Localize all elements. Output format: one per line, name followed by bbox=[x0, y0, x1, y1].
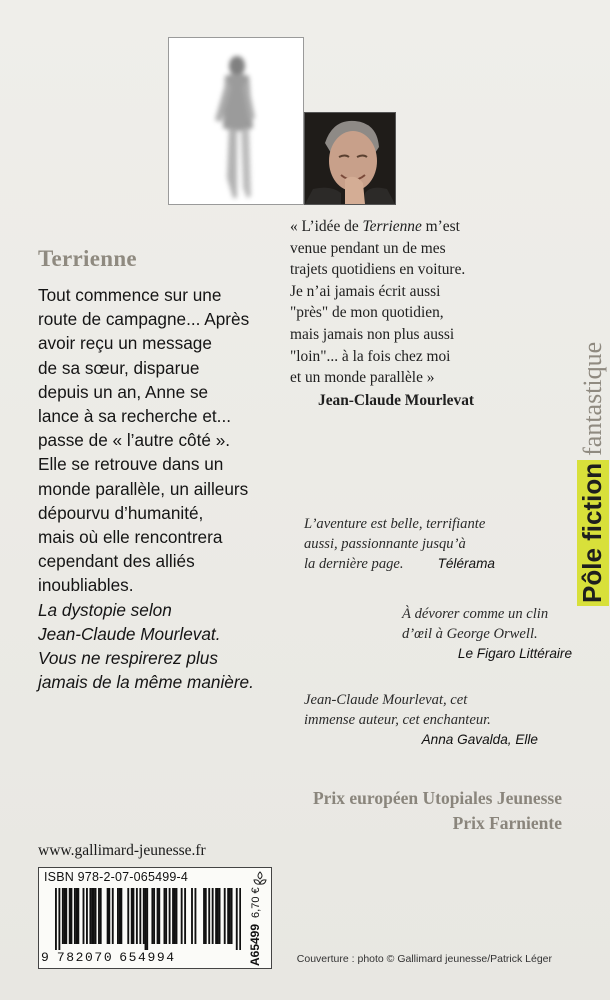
quote-rest: m’est bbox=[421, 218, 460, 235]
review-line: d’œil à George Orwell. bbox=[402, 626, 538, 642]
collection-name: Pôle fiction bbox=[577, 460, 609, 606]
barcode-bar bbox=[93, 888, 95, 944]
summary-line: de sa sœur, disparue bbox=[38, 357, 200, 378]
quote-line: trajets quotidiens en voiture. bbox=[290, 261, 466, 279]
barcode-bar bbox=[69, 888, 71, 944]
summary-line: Tout commence sur une bbox=[38, 285, 222, 305]
product-code-text bbox=[248, 887, 262, 966]
barcode-bar bbox=[112, 888, 114, 944]
summary-line: Elle se retrouve dans un bbox=[38, 454, 224, 475]
barcode-bar bbox=[229, 888, 231, 944]
review-line: aussi, passionnante jusqu’à bbox=[304, 536, 466, 552]
barcode-bar bbox=[133, 888, 135, 944]
barcode-panel bbox=[38, 867, 272, 969]
barcode-bar bbox=[174, 888, 176, 944]
tagline-line: jamais de la même manière. bbox=[38, 672, 254, 693]
barcode-bar bbox=[145, 888, 147, 950]
barcode-bar bbox=[117, 888, 119, 944]
barcode-bar bbox=[127, 888, 129, 944]
author-photo bbox=[304, 112, 396, 205]
summary-line: route de campagne... Après bbox=[38, 309, 250, 330]
collection-genre: fantastique bbox=[578, 341, 607, 456]
figure-photo bbox=[168, 37, 304, 205]
barcode-bar bbox=[58, 888, 60, 950]
barcode-bar bbox=[107, 888, 109, 944]
blurred-figure-image bbox=[169, 38, 303, 204]
barcode-bar bbox=[95, 888, 97, 944]
barcode-bar bbox=[205, 888, 207, 944]
quote-open: « L’idée de bbox=[290, 218, 363, 235]
barcode-bar bbox=[71, 888, 73, 944]
summary-line: dépourvu d’humanité, bbox=[38, 502, 204, 523]
barcode-bar bbox=[131, 888, 133, 944]
barcode-bar bbox=[143, 888, 145, 944]
barcode-bar bbox=[55, 888, 57, 950]
barcode-bar bbox=[98, 888, 100, 944]
catalog-code: A65499 bbox=[248, 923, 262, 966]
barcode-bar bbox=[119, 888, 121, 944]
tagline-line: Jean-Claude Mourlevat. bbox=[38, 623, 221, 644]
barcode-bar bbox=[184, 888, 186, 944]
quote-first-line bbox=[290, 216, 558, 238]
barcode-bars bbox=[55, 888, 241, 950]
barcode-bar bbox=[181, 888, 183, 944]
barcode-bar bbox=[64, 888, 66, 944]
barcode-bar bbox=[164, 888, 166, 944]
author-quote bbox=[290, 216, 558, 411]
barcode-bar bbox=[227, 888, 229, 944]
review-source: Anna Gavalda, Elle bbox=[421, 732, 538, 747]
prize-item: Prix Farniente bbox=[452, 813, 562, 833]
barcode-right-digits: 654994 bbox=[119, 950, 176, 965]
book-summary bbox=[38, 283, 298, 694]
barcode-bar bbox=[231, 888, 233, 944]
barcode-bar bbox=[212, 888, 214, 944]
review-source: Télérama bbox=[437, 556, 495, 571]
summary-line: cependant des alliés bbox=[38, 551, 195, 572]
barcode-bar bbox=[165, 888, 167, 944]
barcode-bar bbox=[172, 888, 174, 944]
author-portrait-image bbox=[305, 113, 395, 204]
barcode-bar bbox=[139, 888, 141, 944]
barcode-bar bbox=[62, 888, 64, 944]
barcode-bar bbox=[236, 888, 238, 950]
quote-line: et un monde parallèle » bbox=[290, 369, 435, 387]
barcode-bar bbox=[153, 888, 155, 944]
collection-label-text bbox=[577, 342, 608, 606]
quote-line: mais jamais non plus aussi bbox=[290, 325, 455, 343]
barcode-bar bbox=[151, 888, 153, 944]
barcode-bar bbox=[208, 888, 210, 944]
barcode-bar bbox=[120, 888, 122, 944]
review-figaro bbox=[402, 604, 572, 664]
barcode-bar bbox=[83, 888, 85, 944]
barcode-bar bbox=[146, 888, 148, 950]
barcode-bar bbox=[176, 888, 178, 944]
barcode-bar bbox=[89, 888, 91, 944]
barcode-left-digits: 782070 bbox=[56, 950, 114, 965]
quote-line: "loin"... à la fois chez moi bbox=[290, 347, 451, 365]
barcode-bar bbox=[191, 888, 193, 944]
publisher-website: www.gallimard-jeunesse.fr bbox=[38, 842, 206, 859]
collection-label bbox=[571, 270, 607, 610]
barcode-bar bbox=[76, 888, 78, 944]
tagline-line: Vous ne respirerez plus bbox=[38, 648, 218, 669]
review-line bbox=[304, 554, 564, 574]
review-telerama bbox=[304, 514, 564, 574]
review-line: L’aventure est belle, terrifiante bbox=[304, 516, 486, 532]
summary-line: monde parallèle, un ailleurs bbox=[38, 478, 249, 499]
prizes bbox=[313, 786, 562, 836]
quote-line: Je n’ai jamais écrit aussi bbox=[290, 282, 441, 300]
barcode-bar bbox=[86, 888, 88, 944]
review-line: Jean-Claude Mourlevat, cet bbox=[304, 692, 468, 708]
summary-line: inoubliables. bbox=[38, 575, 134, 596]
barcode-first-digit: 9 bbox=[41, 950, 49, 965]
quote-line: "près" de mon quotidien, bbox=[290, 304, 444, 322]
barcode-bar bbox=[91, 888, 93, 944]
prize-item: Prix européen Utopiales Jeunesse bbox=[312, 788, 562, 808]
barcode-bar bbox=[195, 888, 197, 944]
review-gavalda bbox=[304, 690, 538, 750]
barcode-bar bbox=[169, 888, 171, 944]
barcode-bar bbox=[65, 888, 67, 944]
summary-line: passe de « l’autre côté ». bbox=[38, 430, 231, 451]
barcode-bar bbox=[158, 888, 160, 944]
barcode-bar bbox=[224, 888, 226, 944]
review-line-text: la dernière page. bbox=[304, 556, 404, 572]
barcode-bar bbox=[100, 888, 102, 944]
summary-line: mais où elle rencontrera bbox=[38, 527, 223, 548]
barcode-bar bbox=[219, 888, 221, 944]
book-title: Terrienne bbox=[38, 246, 137, 271]
summary-line: depuis un an, Anne se bbox=[38, 381, 209, 402]
tagline-line: La dystopie selon bbox=[38, 599, 172, 620]
barcode-bar bbox=[215, 888, 217, 944]
barcode-digits bbox=[41, 950, 176, 965]
price: 6,70 € bbox=[250, 887, 262, 918]
quote-line: venue pendant un de mes bbox=[290, 239, 446, 257]
barcode-bar bbox=[203, 888, 205, 944]
summary-line: avoir reçu un message bbox=[38, 333, 212, 354]
barcode-bar bbox=[217, 888, 219, 944]
quote-author: Jean-Claude Mourlevat bbox=[318, 391, 475, 409]
barcode-bar bbox=[136, 888, 138, 944]
review-line: À dévorer comme un clin bbox=[402, 606, 549, 622]
quote-book-title: Terrienne bbox=[362, 218, 422, 235]
barcode-bar bbox=[108, 888, 110, 944]
summary-line: lance à sa recherche et... bbox=[38, 406, 231, 427]
review-line: immense auteur, cet enchanteur. bbox=[304, 712, 491, 728]
isbn-number: ISBN 978-2-07-065499-4 bbox=[44, 870, 189, 884]
barcode-bar bbox=[157, 888, 159, 944]
barcode-bar bbox=[77, 888, 79, 944]
review-source: Le Figaro Littéraire bbox=[457, 646, 572, 661]
photo-credit: Couverture : photo © Gallimard jeunesse/Patrick Léger bbox=[296, 953, 552, 965]
product-code bbox=[245, 888, 271, 966]
publisher-logo-icon bbox=[251, 870, 269, 888]
barcode-bar bbox=[239, 888, 241, 950]
barcode-bar bbox=[74, 888, 76, 944]
